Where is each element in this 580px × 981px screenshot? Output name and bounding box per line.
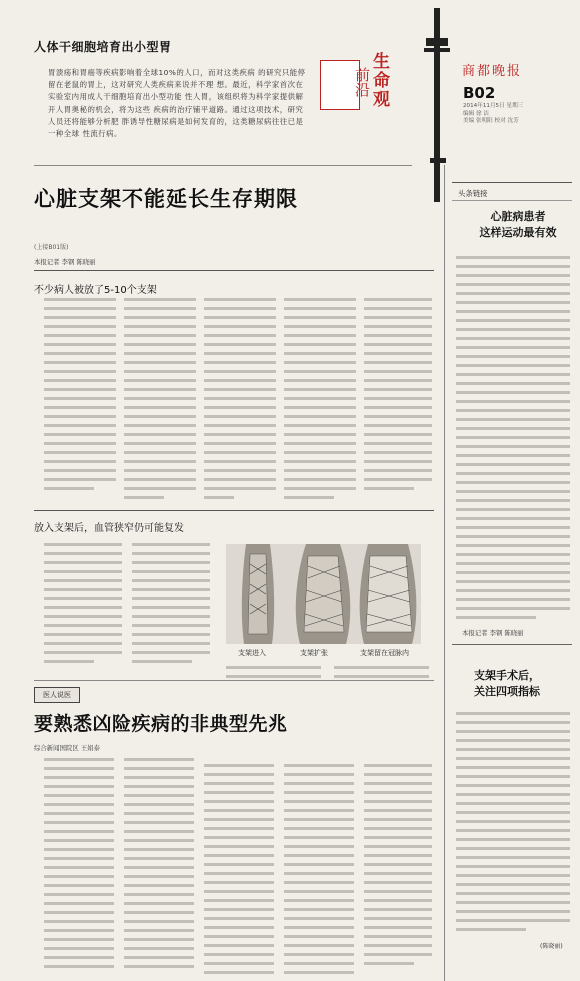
sidebar-tag-rule [452,200,572,201]
caption-stent-entering: 支架进入 [238,649,266,657]
body-text-block-1 [44,298,434,506]
brief-line: 的研究只能停留在老鼠的胃上，这对研究人类疾病来说并不理 [48,68,306,90]
stent-stage-expanding [296,544,351,644]
newspaper-logo: 商都晚报 [462,64,523,79]
text-column-2 [124,298,196,499]
stent-illustration [226,544,421,654]
brief-line: 性人胃，该组织将为科学家提供解开人胃奥秘的机会，将为这些 [48,92,304,114]
frontier-label: 前沿 [353,67,371,97]
stent-stage-entering [242,544,274,644]
brief-line: 胖诱导性糖尿病是如何发育的，这类糖尿病往往已是一种全球 [48,116,304,139]
lower-headline: 要熟悉凶险疾病的非典型先兆 [34,713,288,735]
sidebar-title-line: 心脏病患者 [490,210,546,223]
sidebar-text-block-2 [456,712,572,938]
header-divider [34,165,412,166]
subhead-1: 不少病人被放了5-10个支架 [34,285,157,296]
sidebar-author: 本报记者 李钢 陈晓丽 [462,629,524,637]
caption-stent-placed: 支架留在冠脉内 [360,649,409,657]
sidebar-title [470,209,566,241]
brief-line: 性流行病。 [82,129,122,139]
text-column-12 [364,758,432,965]
text-column-8 [44,758,114,968]
sidebar-tag: 头条链接 [458,189,488,198]
body-text-block-4 [44,758,434,978]
section-name: 生命观 [369,52,389,109]
text-column-6 [44,543,122,663]
issue-line: 美编 张明阳 校对 沈芳 [463,118,519,125]
sidebar-title2-line: 关注四项指标 [474,685,540,698]
text-column-4 [284,298,356,499]
section-divider [34,510,434,511]
brief-line: 疾病的治疗铺平道路。通过这项技术，研究人员还将能够分析肥 [48,104,304,126]
brief-line: 胃溃疡和胃癌等疾病影响着全球10%的人口，而对这类疾病 [48,68,256,77]
subhead-2: 放入支架后，血管狭窄仍可能复发 [34,523,184,534]
text-column-3 [204,298,276,499]
sidebar-top-rule [452,182,572,183]
sidebar-title-line: 这样运动最有效 [479,226,557,239]
lower-byline: 综合新闻国院区 王娟泰 [34,744,100,752]
body-text-block-2 [44,543,216,673]
text-column-1 [44,298,116,490]
sidebar-mid-rule [452,644,572,645]
byline-divider [34,270,434,271]
issue-line: 2014年11月5日 星期三 [463,103,524,109]
sidebar-end-author: (陈晓丽) [540,943,563,950]
source-note: (上接B01版) [34,244,69,251]
lower-divider [34,680,434,681]
brief-body [48,67,310,140]
byline: 本报记者 李钢 陈晓丽 [34,258,96,266]
page-code: B02 [463,84,496,102]
caption-stent-expanding: 支架扩张 [300,649,328,657]
stent-stage-placed [360,544,417,644]
decorative-pillar [424,8,452,202]
sidebar-text-block-1 [456,256,572,624]
main-headline: 心脏支架不能延长生存期限 [34,187,298,211]
text-column-7 [132,543,210,663]
brief-line: 想。最近，科学家首次在实验室内用成人干细胞培育出小型功能 [48,80,304,102]
text-column-11 [284,758,354,974]
sidebar-divider [444,165,445,981]
frontier-badge [320,60,371,110]
sidebar-title2-line: 支架手术后， [474,669,540,682]
text-column-9 [124,758,194,968]
text-column-5 [364,298,432,490]
brief-title: 人体干细胞培育出小型胃 [34,40,172,54]
body-text-block-3 [226,664,434,684]
issue-line: 编辑 徐 洁 [463,110,489,117]
sidebar-title-2 [474,668,564,700]
issue-info [463,103,523,126]
text-column-10 [204,758,274,974]
column-tag: 医人说医 [34,687,80,703]
